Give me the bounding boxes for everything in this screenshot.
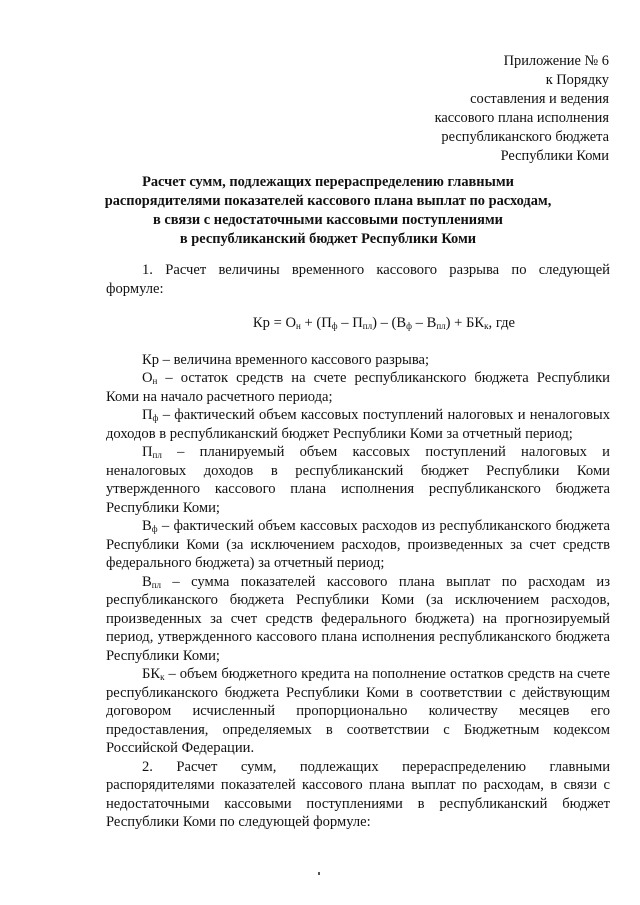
- definition-vf: [106, 517, 610, 573]
- formula-part: , где: [488, 315, 515, 331]
- annex-line: к Порядку: [545, 72, 609, 88]
- definition-pf: [106, 406, 610, 443]
- annex-line: Приложение № 6: [503, 53, 609, 69]
- definition-symbol: П: [142, 407, 153, 423]
- formula-part: БК: [466, 315, 485, 331]
- definition-text: – величина временного кассового разрыва;: [159, 351, 430, 368]
- formula-sub: н: [296, 321, 301, 331]
- annex-line: республиканского бюджета: [441, 129, 609, 145]
- annex-line: Республики Коми: [500, 148, 609, 164]
- formula-part: –: [412, 315, 427, 331]
- definition-sub: н: [152, 376, 158, 386]
- formula-part: П: [352, 315, 363, 331]
- section1-intro: 1. Расчет величины временного кассового разрыва по следующей формуле:: [106, 262, 610, 297]
- definition-text: – объем бюджетного кредита на пополнение остатков средств на счете республиканского бюджета Республики Коми в соответствии с действующим договором исчисленный пропорционально количеству месяцев его предоставления, определяемых в соответствии с Бюджетным кодексом Российской Федерации.: [106, 666, 610, 756]
- formula-part: О: [285, 315, 297, 331]
- definition-text: – фактический объем кассовых поступлений налоговых и неналоговых доходов в республиканский бюджет Республики Коми за отчетный период;: [106, 407, 610, 442]
- formula-part: Кр: [252, 315, 270, 331]
- formula-part: ) – (: [372, 315, 397, 331]
- definition-sub: ф: [152, 413, 159, 423]
- formula-sub: ф: [331, 321, 338, 331]
- title-line: распорядителями показателей кассового плана выплат по расходам,: [104, 193, 552, 209]
- definition-symbol: В: [142, 573, 152, 590]
- formula-part: ) +: [445, 315, 467, 331]
- section2-intro: 2. Расчет сумм, подлежащих перераспределению главными распорядителями показателей кассового плана выплат по расходам, в связи с недостаточными кассовыми поступлениями в республиканский бюджет Республики Коми по следующей формуле:: [106, 758, 610, 830]
- definition-kr: [106, 351, 610, 370]
- definition-symbol: Кр: [142, 351, 160, 368]
- definition-sub: пл: [152, 450, 162, 460]
- definition-symbol: В: [142, 518, 152, 534]
- definition-sub: ф: [151, 524, 158, 534]
- definition-symbol: О: [142, 370, 153, 386]
- formula-part: П: [321, 315, 332, 331]
- annex-header: [349, 52, 609, 166]
- definition-symbol: БК: [142, 666, 161, 682]
- title-line: Расчет сумм, подлежащих перераспределению главными: [142, 174, 514, 190]
- definition-sub: к: [160, 672, 165, 682]
- definition-bkk: [106, 665, 610, 758]
- formula-sub: пл: [436, 321, 446, 331]
- formula-part: –: [337, 315, 353, 331]
- formula-sub: пл: [362, 321, 373, 331]
- formula-part: + (: [300, 315, 322, 331]
- scan-speck: [318, 872, 320, 875]
- document-body: [106, 261, 610, 832]
- definition-text: – фактический объем кассовых расходов из республиканского бюджета Республики Коми (за исключением расходов, произведенных за счет средств федерального бюджета) за отчетный период;: [106, 518, 610, 571]
- formula-sub: к: [484, 321, 489, 331]
- annex-line: составления и ведения: [470, 91, 609, 107]
- title-line: в связи с недостаточными кассовыми поступлениями: [153, 212, 503, 228]
- document-title: [80, 173, 576, 249]
- formula-part: В: [426, 315, 437, 331]
- definition-text: – планируемый объем кассовых поступлений налоговых и неналоговых доходов в республиканский бюджет Республики Коми утвержденного кассового плана исполнения республиканского бюджета Республики Коми;: [106, 444, 610, 516]
- definition-vpl: [106, 573, 610, 666]
- definition-ppl: [106, 443, 610, 517]
- formula-sub: ф: [406, 321, 412, 331]
- annex-line: кассового плана исполнения: [434, 110, 609, 126]
- definition-on: [106, 369, 610, 406]
- formula-part: В: [396, 315, 407, 331]
- definition-text: – остаток средств на счете республиканского бюджета Республики Коми на начало расчетного периода;: [106, 370, 610, 405]
- definition-text: – сумма показателей кассового плана выплат по расходам из республиканского бюджета Республики Коми (за исключением расходов, произведенных за счет средств федерального бюджета) на прогнозируемый период, утвержденного кассового плана исполнения республиканского бюджета Республики Коми;: [106, 573, 610, 664]
- definition-sub: пл: [151, 579, 162, 590]
- title-line: в республиканский бюджет Республики Коми: [179, 231, 477, 247]
- definition-symbol: П: [142, 444, 153, 460]
- formula-part: =: [269, 315, 286, 331]
- formula-1: [106, 314, 610, 333]
